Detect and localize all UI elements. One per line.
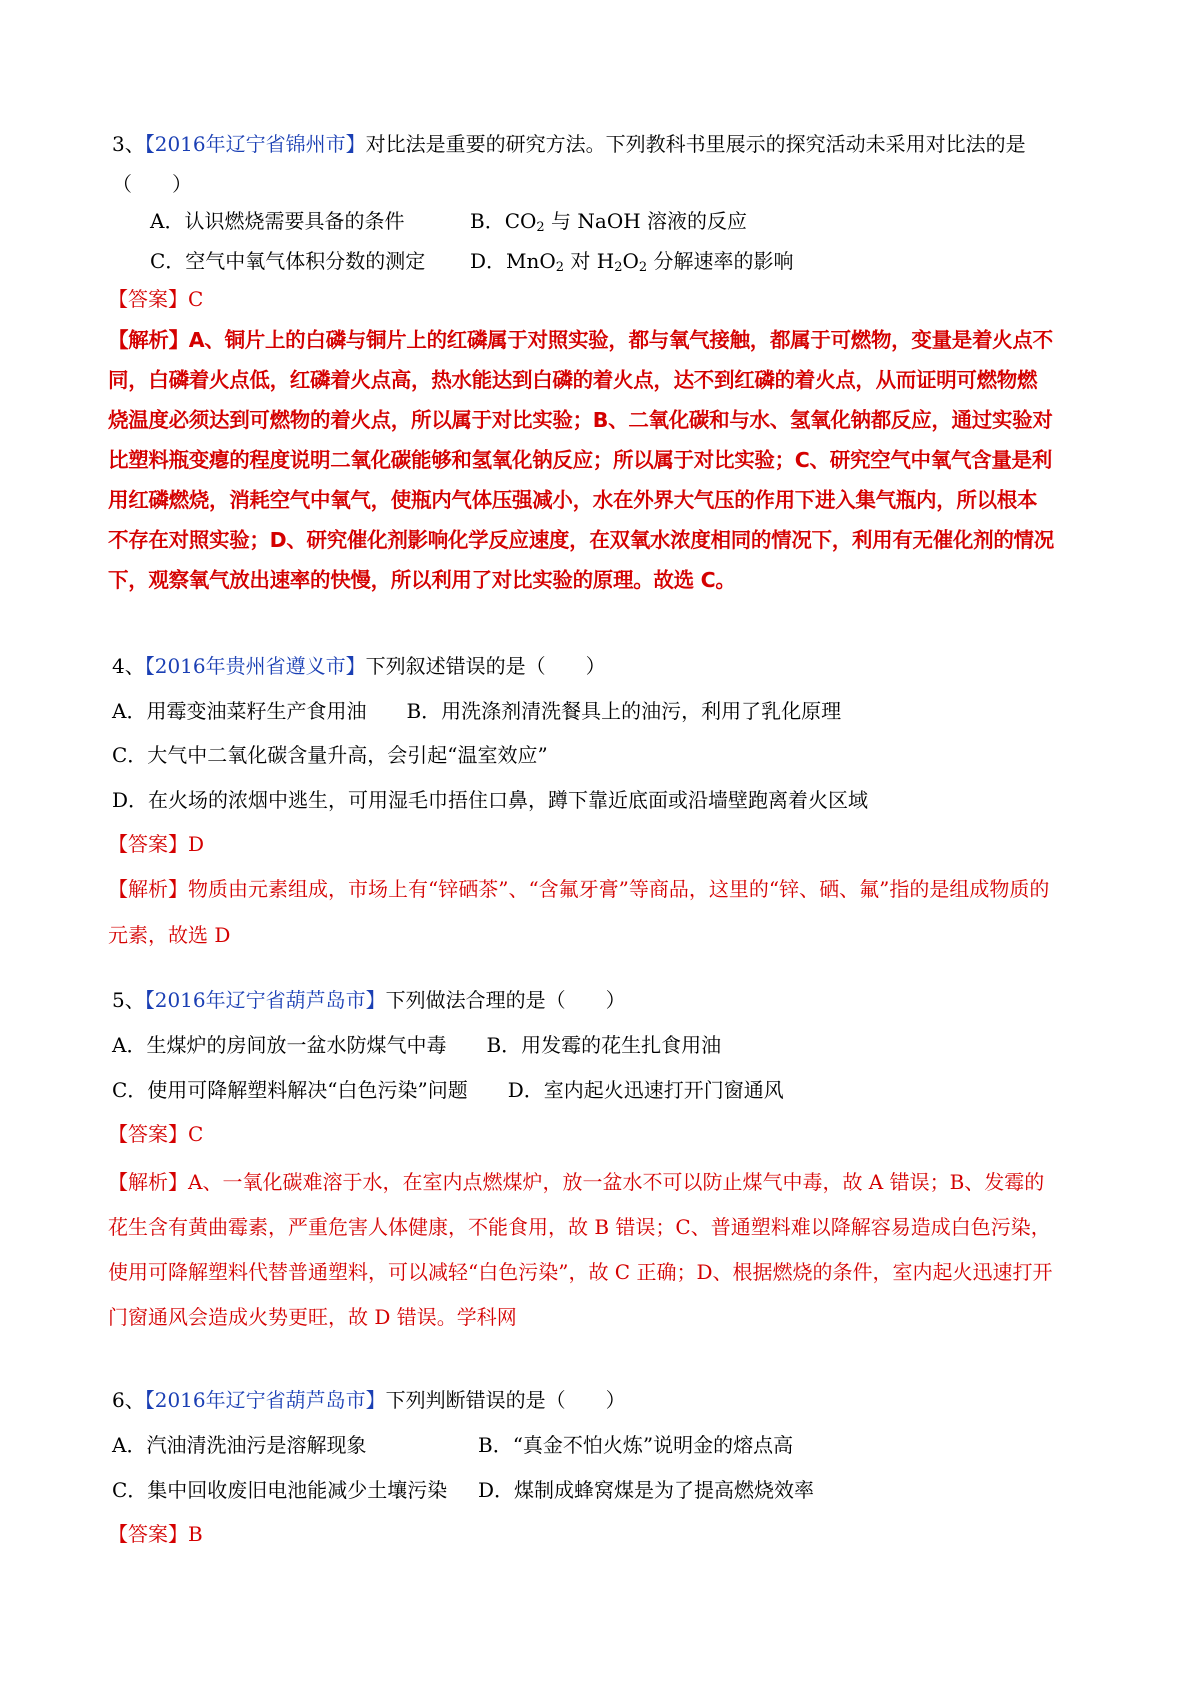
explanation-line: 烧温度必须达到可燃物的着火点，所以属于对比实验；B、二氧化碳和与水、氢氧化钠都反应，通过实验对 bbox=[108, 408, 1053, 432]
question-text: 对比法是重要的研究方法。下列教科书里展示的探究活动未采用对比法的是 bbox=[365, 132, 1026, 156]
option-c-d: C．使用可降解塑料解决“白色污染”问题 D．室内起火迅速打开门窗通风 bbox=[112, 1078, 784, 1102]
explanation-line: 门窗通风会造成火势更旺，故 D 错误。学科网 bbox=[108, 1305, 517, 1329]
option-b: B．“真金不怕火炼”说明金的熔点高 bbox=[478, 1433, 794, 1457]
explanation bbox=[108, 866, 1100, 958]
explanation-line: 【解析】A、一氧化碳难溶于水，在室内点燃煤炉，放一盆水不可以防止煤气中毒，故 A 错误；B、发霉的 bbox=[108, 1170, 1045, 1194]
explanation bbox=[108, 320, 1100, 600]
explanation-line: 同，白磷着火点低，红磷着火点高，热水能达到白磷的着火点，达不到红磷的着火点，从而证明可燃物燃 bbox=[108, 368, 1038, 392]
question-4-stem bbox=[112, 652, 1102, 680]
option-c: C．集中回收废旧电池能减少土壤污染 bbox=[112, 1478, 448, 1502]
answer: 【答案】C bbox=[108, 287, 204, 311]
explanation-line: 【解析】A、铜片上的白磷与铜片上的红磷属于对照实验，都与氧气接触，都属于可燃物，变量是着火点不 bbox=[108, 328, 1053, 352]
option-d: D．在火场的浓烟中逃生，可用湿毛巾捂住口鼻，蹲下靠近底面或沿墙壁跑离着火区域 bbox=[112, 788, 869, 812]
question-6-stem bbox=[112, 1386, 1102, 1414]
explanation-line: 花生含有黄曲霉素，严重危害人体健康，不能食用，故 B 错误；C、普通塑料难以降解容易造成白色污染， bbox=[108, 1215, 1051, 1239]
option-a-b: A．用霉变油菜籽生产食用油 B．用洗涤剂清洗餐具上的油污，利用了乳化原理 bbox=[112, 699, 842, 723]
option-a: A．认识燃烧需要具备的条件 bbox=[150, 209, 405, 233]
explanation-line: 下，观察氧气放出速率的快慢，所以利用了对比实验的原理。故选 C。 bbox=[108, 568, 736, 592]
question-number: 4、 bbox=[112, 654, 145, 678]
explanation-line: 元素，故选 D bbox=[108, 923, 231, 947]
explanation-line: 比塑料瓶变瘪的程度说明二氧化碳能够和氢氧化钠反应；所以属于对比实验；C、研究空气中氧气含量是利 bbox=[108, 448, 1052, 472]
answer: 【答案】C bbox=[108, 1122, 204, 1146]
option-b: B．$CO_2$ 与 NaOH 溶液的反应 bbox=[470, 209, 748, 235]
answer: 【答案】B bbox=[108, 1522, 203, 1546]
explanation-line: 用红磷燃烧，消耗空气中氧气，使瓶内气体压强减小，水在外界大气压的作用下进入集气瓶内，所以根本 bbox=[108, 488, 1038, 512]
question-number: 5、 bbox=[112, 988, 145, 1012]
question-source: 【2016年辽宁省葫芦岛市】 bbox=[144, 1388, 386, 1412]
question-3-stem bbox=[112, 130, 1102, 158]
explanation-line: 不存在对照实验；D、研究催化剂影响化学反应速度，在双氧水浓度相同的情况下，利用有无催化剂的情况 bbox=[108, 528, 1054, 552]
question-number: 3、 bbox=[112, 132, 145, 156]
question-text: 下列叙述错误的是（ ） bbox=[365, 654, 606, 678]
answer: 【答案】D bbox=[108, 832, 205, 856]
explanation-line: 【解析】物质由元素组成，市场上有“锌硒茶”、“含氟牙膏”等商品，这里的“锌、硒、氟”指的是组成物质的 bbox=[108, 877, 1050, 901]
question-source: 【2016年贵州省遵义市】 bbox=[144, 654, 366, 678]
question-source: 【2016年辽宁省锦州市】 bbox=[144, 132, 366, 156]
question-text: 下列做法合理的是（ ） bbox=[385, 988, 626, 1012]
explanation bbox=[108, 1160, 1100, 1340]
question-source: 【2016年辽宁省葫芦岛市】 bbox=[144, 988, 386, 1012]
option-d: D．MnO$_2$ 对 $H_2O_2$ 分解速率的影响 bbox=[470, 249, 794, 275]
question-number: 6、 bbox=[112, 1388, 145, 1412]
option-a-b: A．生煤炉的房间放一盆水防煤气中毒 B．用发霉的花生扎食用油 bbox=[112, 1033, 722, 1057]
option-c: C．大气中二氧化碳含量升高，会引起“温室效应” bbox=[112, 743, 548, 767]
option-c: C．空气中氧气体积分数的测定 bbox=[150, 249, 426, 273]
question-text: 下列判断错误的是（ ） bbox=[385, 1388, 626, 1412]
option-d: D．煤制成蜂窝煤是为了提高燃烧效率 bbox=[478, 1478, 815, 1502]
option-a: A．汽油清洗油污是溶解现象 bbox=[112, 1433, 367, 1457]
explanation-line: 使用可降解塑料代替普通塑料，可以减轻“白色污染”，故 C 正确；D、根据燃烧的条件，室内起火迅速打开 bbox=[108, 1260, 1053, 1284]
question-5-stem bbox=[112, 986, 1102, 1014]
question-3-paren: （ ） bbox=[112, 172, 192, 196]
